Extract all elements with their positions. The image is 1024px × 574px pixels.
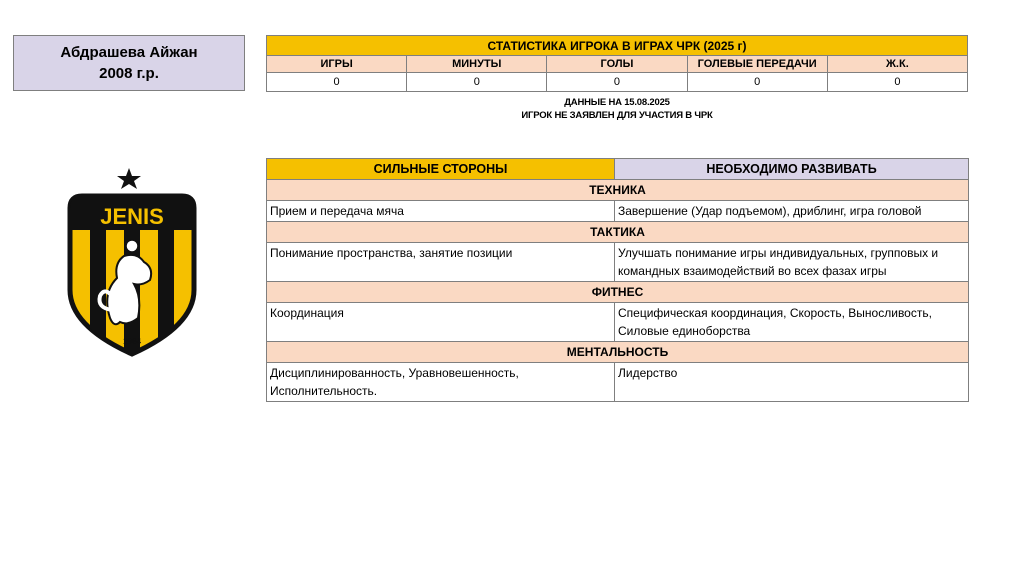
- category-mentality: МЕНТАЛЬНОСТЬ: [267, 342, 969, 363]
- player-birth-year: 2008 г.р.: [99, 65, 159, 82]
- data-date-note: ДАННЫЕ НА 15.08.2025: [564, 97, 670, 108]
- mentality-develop: Лидерство: [615, 363, 969, 402]
- category-technique: ТЕХНИКА: [267, 180, 969, 201]
- stats-header-assists: ГОЛЕВЫЕ ПЕРЕДАЧИ: [687, 56, 827, 73]
- technique-develop: Завершение (Удар подъемом), дриблинг, игра головой: [615, 201, 969, 222]
- player-name: Абдрашева Айжан: [60, 44, 198, 61]
- develop-header: НЕОБХОДИМО РАЗВИВАТЬ: [615, 159, 969, 180]
- stats-value-yellow-cards: 0: [827, 73, 967, 92]
- stats-value-games: 0: [267, 73, 407, 92]
- category-fitness: ФИТНЕС: [267, 282, 969, 303]
- stats-title: СТАТИСТИКА ИГРОКА В ИГРАХ ЧРК (2025 г): [267, 36, 968, 56]
- tactics-strength: Понимание пространства, занятие позиции: [267, 243, 615, 282]
- player-name-box: [13, 35, 245, 91]
- stats-header-games: ИГРЫ: [267, 56, 407, 73]
- stats-table: [266, 35, 968, 92]
- category-tactics: ТАКТИКА: [267, 222, 969, 243]
- stats-value-minutes: 0: [407, 73, 547, 92]
- stats-header-yellow-cards: Ж.К.: [827, 56, 967, 73]
- stats-header-goals: ГОЛЫ: [547, 56, 687, 73]
- mentality-strength: Дисциплинированность, Уравновешенность, Исполнительность.: [267, 363, 615, 402]
- logo-text: JENIS: [100, 204, 164, 229]
- fitness-strength: Координация: [267, 303, 615, 342]
- star-icon: [117, 168, 141, 189]
- stats-header-minutes: МИНУТЫ: [407, 56, 547, 73]
- tactics-develop: Улучшать понимание игры индивидуальных, групповых и командных взаимодействий во всех фазах игры: [615, 243, 969, 282]
- stats-value-assists: 0: [687, 73, 827, 92]
- assessment-table: [266, 158, 969, 402]
- fitness-develop: Специфическая координация, Скорость, Выносливость, Силовые единоборства: [615, 303, 969, 342]
- registration-status-note: ИГРОК НЕ ЗАЯВЛЕН ДЛЯ УЧАСТИЯ В ЧРК: [521, 110, 713, 121]
- strengths-header: СИЛЬНЫЕ СТОРОНЫ: [267, 159, 615, 180]
- stats-value-goals: 0: [547, 73, 687, 92]
- technique-strength: Прием и передача мяча: [267, 201, 615, 222]
- logo-year: 1964: [123, 337, 141, 346]
- club-logo: [62, 168, 202, 358]
